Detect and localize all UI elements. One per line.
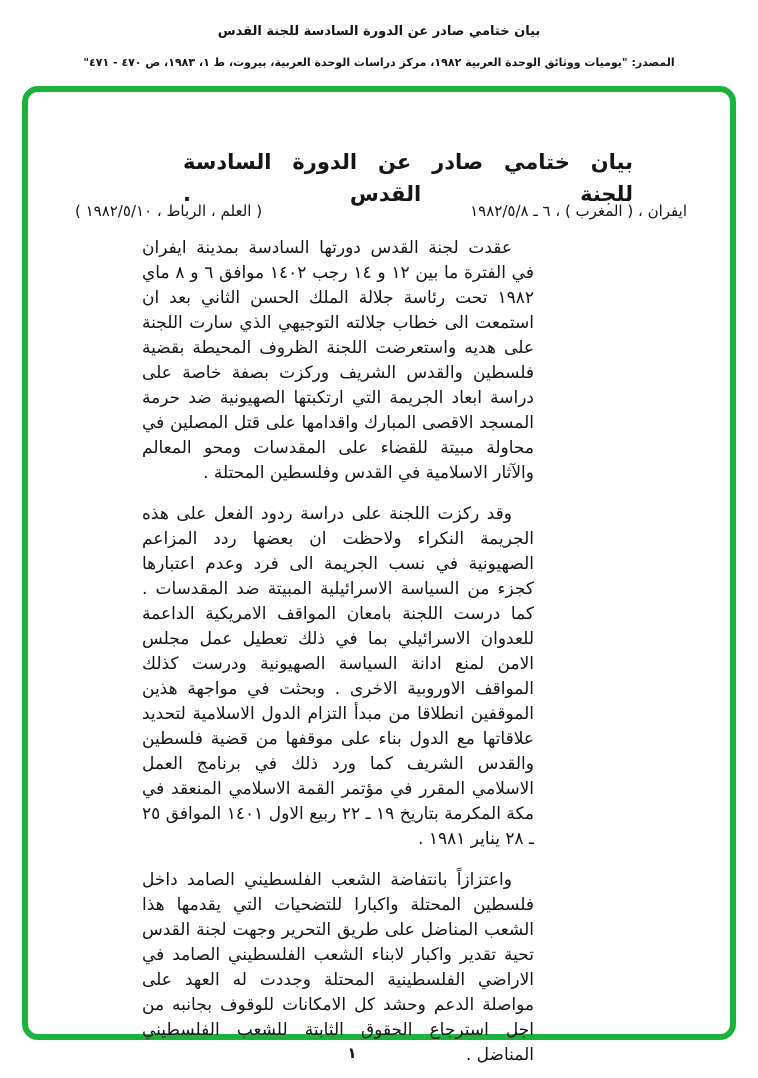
- document-body: [142, 236, 534, 1078]
- dateline-place-date: ايفران ، ( المغرب ) ، ٦ ـ ١٩٨٢/٥/٨: [470, 202, 687, 220]
- paragraph: عقدت لجنة القدس دورتها السادسة بمدينة ايفران في الفترة ما بين ١٢ و ١٤ رجب ١٤٠٢ موافق ٦ و ٨ ماي ١٩٨٢ تحت رئاسة جلالة الملك الحسن الثاني بعد ان استمعت الى خطاب جلالته التوجيهي الذي سارت اللجنة على هديه واستعرضت اللجنة الظروف المحيطة بقضية فلسطين والقدس الشريف وركزت بصفة خاصة على دراسة ابعاد الجريمة التي ارتكبتها الصهيونية ضد حرمة المسجد الاقصى المبارك واقدامها على قتل المصلين في محاولة مبيتة للقضاء على المقدسات ومحو المعالم والآثار الاسلامية في القدس وفلسطين المحتلة .: [142, 238, 534, 483]
- dateline-source-newspaper: ( العلم ، الرباط ، ١٩٨٢/٥/١٠ ): [75, 202, 263, 220]
- paragraph: وقد ركزت اللجنة على دراسة ردود الفعل على هذه الجريمة النكراء ولاحظت ان بعضها ردد المزاعم الصهيونية في نسب الجريمة الى فرد وعدم اعتبارها كجزء من السياسة الاسرائيلية المبيتة ضد المقدسات . كما درست اللجنة بامعان المواقف الامريكية الداعمة للعدوان الاسرائيلي بما في ذلك تعطيل عمل مجلس الامن لمنع ادانة السياسة الصهيونية ودرست كذلك المواقف الاوروبية الاخرى . وبحثت في مواجهة هذين الموقفين انطلاقا من مبدأ التزام الدول الاسلامية لتحديد علاقاتها مع الدول بناء على موقفها من قضية فلسطين والقدس الشريف كما ورد ذلك في برنامج العمل الاسلامي المقرر في مؤتمر القمة الاسلامي المنعقد في مكة المكرمة بتاريخ ١٩ ـ ٢٢ ربيع الاول ١٤٠١ الموافق ٢٥ ـ ٢٨ يناير ١٩٨١ .: [142, 504, 535, 849]
- header-source-citation: المصدر: "يوميات ووثائق الوحدة العربية ١٩٨٢، مركز دراسات الوحدة العربية، بيروت، ط ١، ١٩٨٣، ص ٤٧٠ - ٤٧١": [83, 56, 675, 69]
- document-title: بيان ختامي صادر عن الدورة السادسة للجنة القدس .: [183, 150, 633, 206]
- paragraph: واعتزازاً بانتفاضة الشعب الفلسطيني الصامد داخل فلسطين المحتلة واكبارا للتضحيات التي يقدمها هذا الشعب المناضل على طريق التحرير وجهت لجنة القدس تحية تقدير واكبار لابناء الشعب الفلسطيني الصامد في الاراضي الفلسطينية المحتلة وجددت له العهد على مواصلة الدعم وحشد كل الامكانات للوقوف بجانبه من اجل استرجاع الحقوق الثابتة للشعب الفلسطيني المناضل .: [142, 870, 534, 1065]
- header-title: بيان ختامي صادر عن الدورة السادسة للجنة القدس: [217, 24, 541, 39]
- page-number: ١: [347, 1044, 357, 1062]
- dateline: [75, 202, 687, 220]
